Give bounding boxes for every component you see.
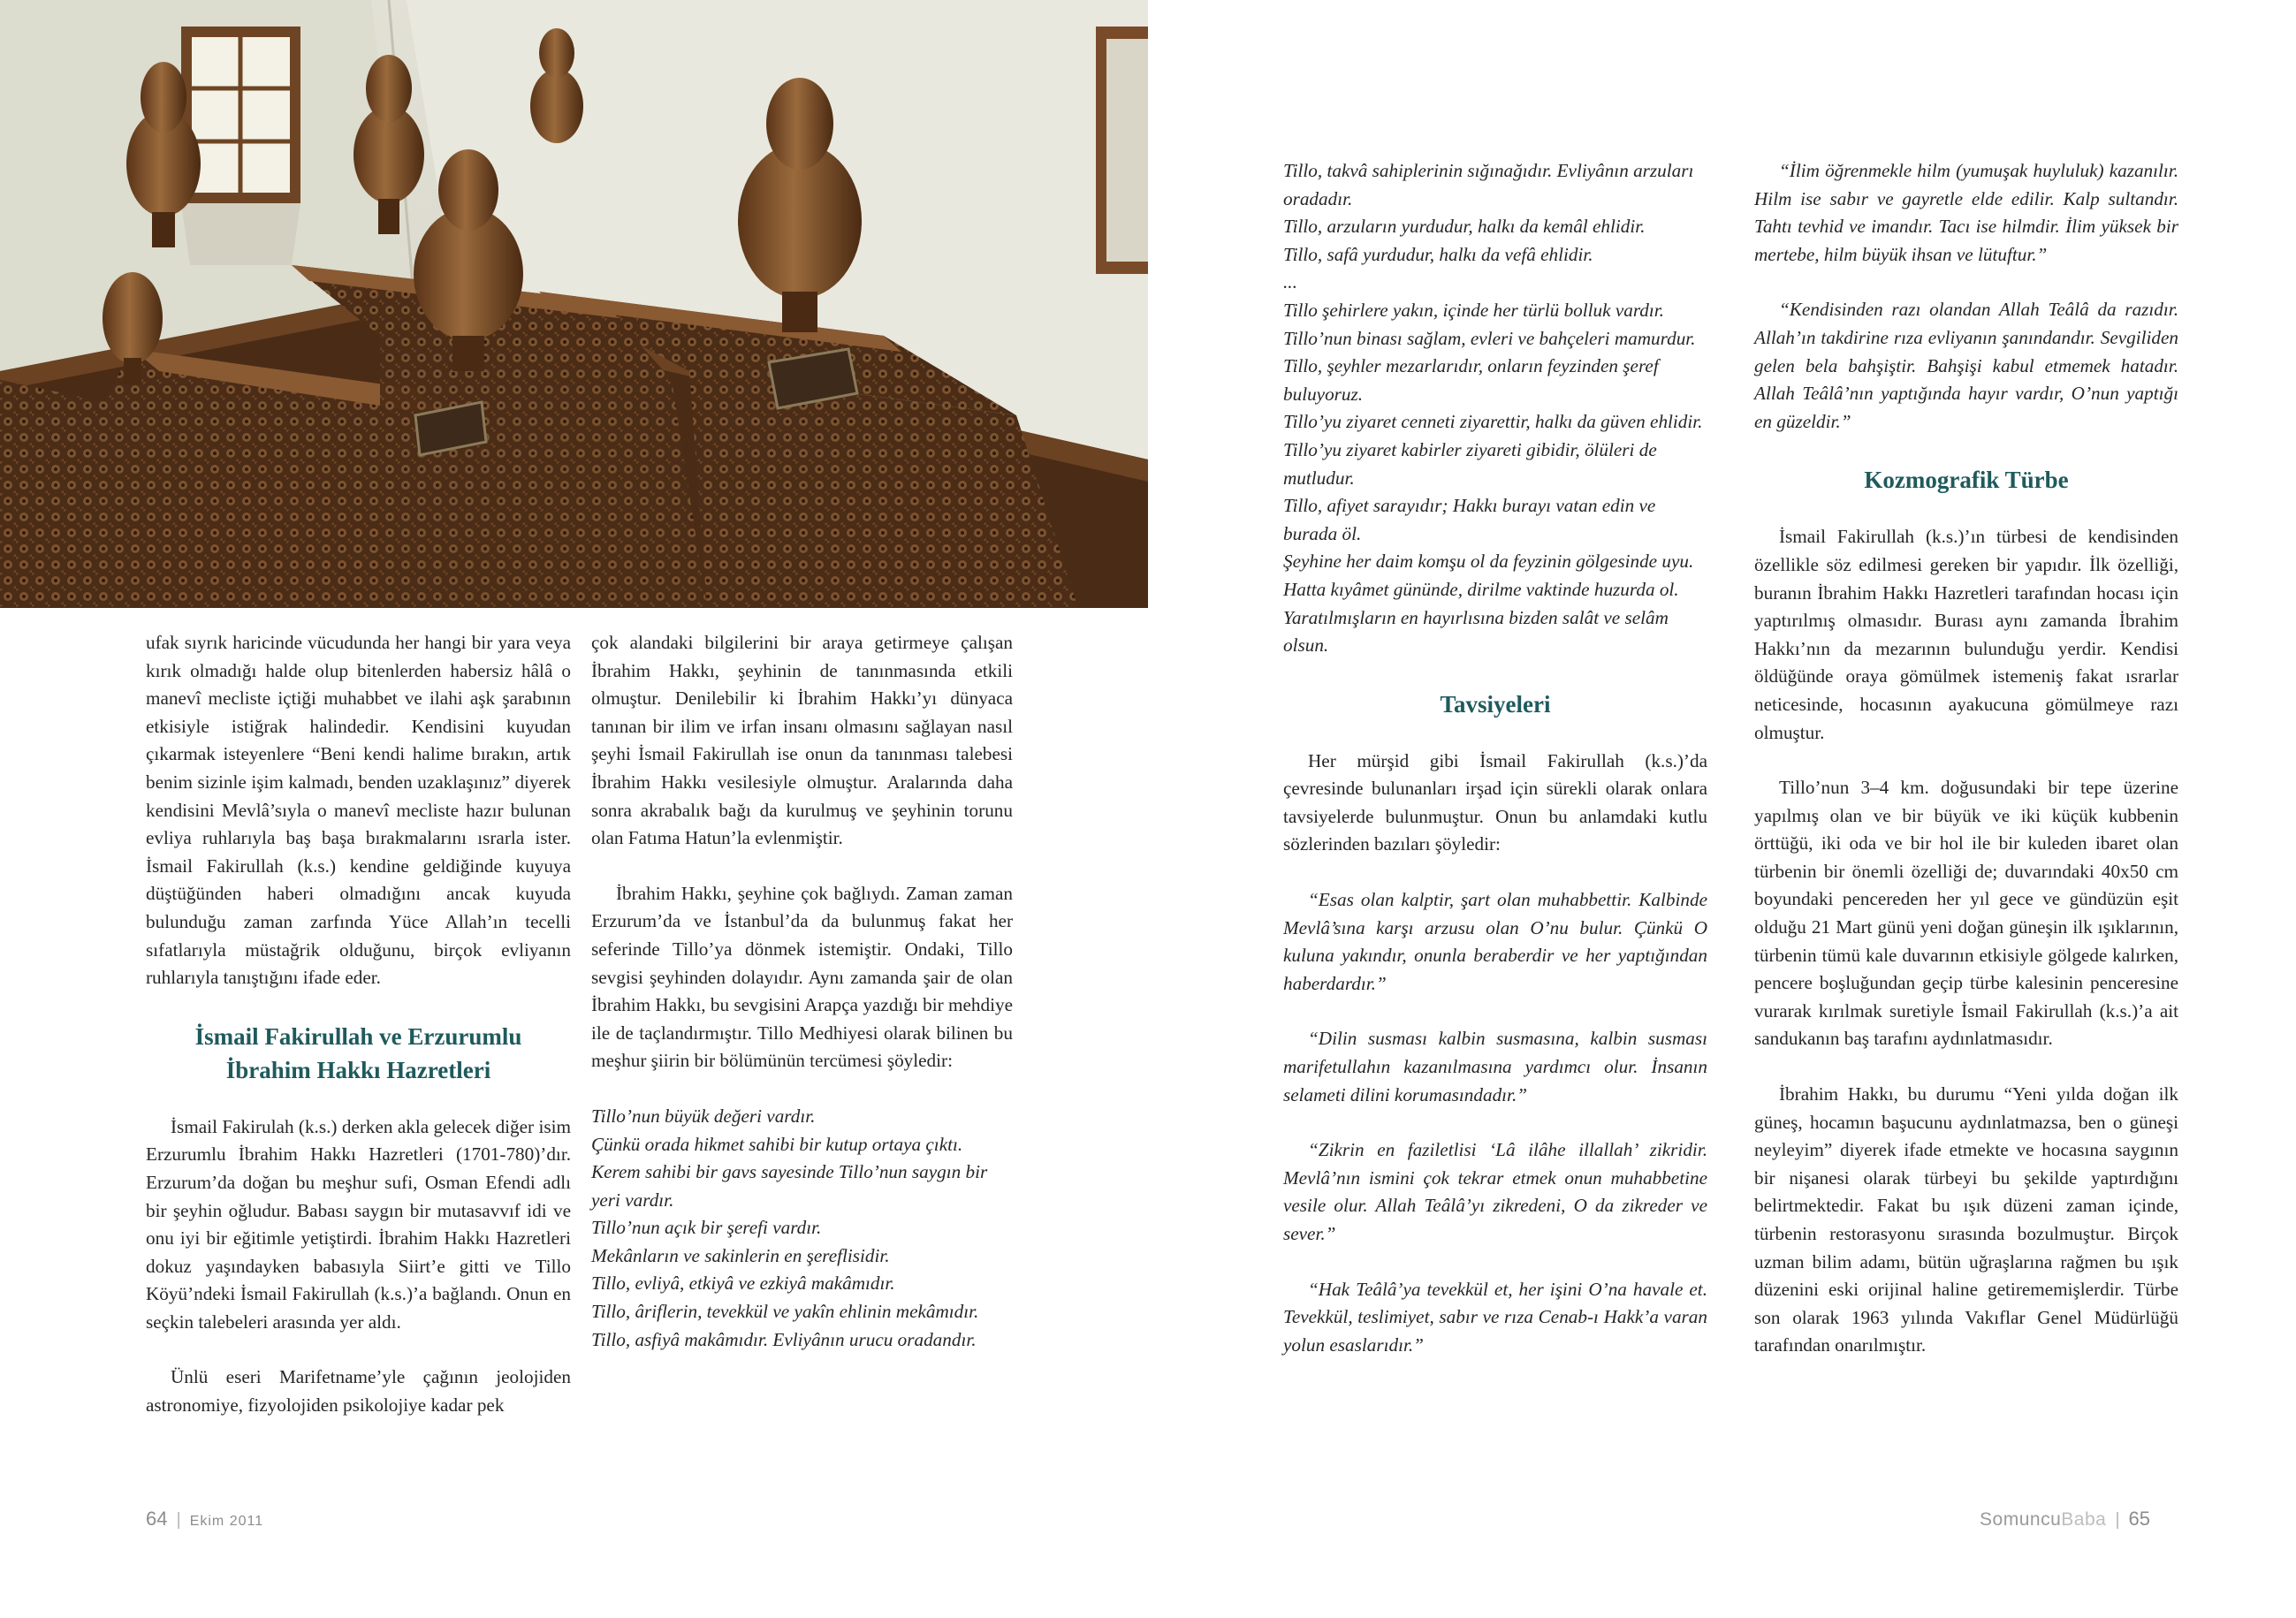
paragraph: İbrahim Hakkı, bu durumu “Yeni yılda doğan ilk güneş, hocamın başucunu aydınlatmazsa, ben o güneşi neyleyim” diyerek ifade etmekte ve hocasına saygının bir nişanesi olarak türbeyi bu şekilde yaptırdığını belirtmektedir. Fakat bu ışık düzeni zaman içinde, türbenin restorasyonu sırasında bozulmuştur. Birçok uzman bilim adamı, bütün uğraşlarına rağmen bu ışık düzenini eski orijinal haline getirememişlerdir. Türbe son olarak 1963 yılında Vakıflar Genel Müdürlüğü tarafından onarılmıştır. [1754,1083,2178,1356]
page-number: 64 [146,1508,168,1530]
page-number: 65 [2128,1508,2150,1530]
right-column-2 [1754,157,2178,1387]
poem-line: ... [1283,271,1297,293]
poem-line: Tillo’nun açık bir şerefi vardır. [591,1217,822,1239]
issue-date: Ekim 2011 [189,1514,264,1529]
brand-part-1: Somuncu [1980,1509,2062,1530]
quote: “Dilin susması kalbin susmasına, kalbin susması marifetullahın kazanılmasına yardımcı olur. İnsanın selameti dilini korumasındadır.” [1283,1028,1707,1105]
magazine-brand [1980,1509,2106,1530]
poem-line: Şeyhine her daim komşu ol da feyzinin gölgesinde uyu. [1283,551,1694,573]
brand-part-2: Baba [2061,1509,2107,1530]
tillo-poem-continued [1283,157,1707,660]
tomb-photo [0,0,1148,608]
poem-line: Tillo, takvâ sahiplerinin sığınağıdır. Evliyânın arzuları oradadır. [1283,160,1694,209]
right-footer [1980,1508,2150,1531]
poem-line: Tillo, evliyâ, etkiyâ ve ezkiyâ makâmıdır. [591,1272,895,1295]
poem-line: Tillo, âriflerin, tevekkül ve yakîn ehlinin mekâmıdır. [591,1301,979,1323]
poem-line: Tillo, safâ yurdudur, halkı da vefâ ehlidir. [1283,243,1593,265]
heading-line-2: İbrahim Hakkı Hazretleri [225,1056,491,1083]
tillo-poem [591,1103,1013,1354]
paragraph: çok alandaki bilgilerini bir araya getirmeye çalışan İbrahim Hakkı, şeyhinin de tanınmasında etkili olmuştur. Denilebilir ki İbrahim Hakkı’yı dünyaca tanınan bir ilim ve irfan insanı olmasını sağlayan nasıl şeyhi İsmail Fakirullah ise onun da tanınması talebesi İbrahim Hakkı vesilesiyle olmuştur. Aralarında daha sonra akrabalık bağı da kurulmuş ve şeyhinin torunu olan Fatıma Hatun’la evlenmiştir. [591,632,1013,849]
quote: “Zikrin en faziletlisi ‘Lâ ilâhe illallah’ zikridir. Mevlâ’nın ismini çok tekrar etmek onun muhabbetine vesile olur. Allah Teâlâ’yı zikredeni, O da zikreder ve sever.” [1283,1139,1707,1244]
paragraph: İsmail Fakirullah (k.s.)’ın türbesi de kendisinden özellikle söz edilmesi gereken bir yapıdır. İlk özelliği, buranın İbrahim Hakkı Hazretleri tarafından hocası için yaptırılmış olmasıdır. Burası aynı zamanda İbrahim Hakkı’nın da mezarının bulunduğu yerdir. Kendisi öldüğünde oraya gömülmek istemeniş fakat ısrarlar neticesinde, hocasının ayakucuna gömülmeye razı olmuştur. [1754,526,2178,743]
quote: “İlim öğrenmekle hilm (yumuşak huyluluk) kazanılır. Hilm ise sabır ve gayretle elde edilir. Kalp sultandır. Tahtı tevhid ve imandır. Tacı ise hilmdir. İlim yüksek bir mertebe, hilm büyük ihsan ve lütuftur.” [1754,160,2178,265]
poem-line: Tillo’yu ziyaret cenneti ziyarettir, halkı da güven ehlidir. [1283,411,1703,433]
left-column-1 [146,629,571,1447]
footer-divider: | [176,1510,181,1530]
quote: “Hak Teâlâ’ya tevekkül et, her işini O’na havale et. Tevekkül, teslimiyet, sabır ve rıza Cenab-ı Hakk’a varan yolun esaslarıdır.” [1283,1278,1707,1356]
section-heading: Kozmografik Türbe [1864,467,2069,494]
poem-line: Tillo’nun binası sağlam, evleri ve bahçeleri mamurdur. [1283,327,1696,349]
poem-line: Çünkü orada hikmet sahibi bir kutup ortaya çıktı. [591,1133,963,1155]
paragraph: Her mürşid gibi İsmail Fakirullah (k.s.)’da çevresinde bulunanları irşad için sürekli olarak onlara tavsiyelerde bulunmuştur. Onun bu anlamdaki kutlu sözlerinden bazıları şöyledir: [1283,749,1707,855]
quote: “Kendisinden razı olandan Allah Teâlâ da razıdır. Allah’ın takdirine rıza evliyanın şanındandır. Sevgiliden gelen bela bahşiştir. Bahşişi kabul etmemek hatadır. Allah Teâlâ’nın yaptığında hayır vardır, O’nun yaptığı en güzeldir.” [1754,299,2178,432]
left-footer [146,1508,263,1532]
tomb-photo-illustration [0,0,1148,608]
paragraph: İbrahim Hakkı, şeyhine çok bağlıydı. Zaman zaman Erzurum’da ve İstanbul’da da bulunmuş fakat her seferinde Tillo’ya dönmek istemiştir. Ondaki, Tillo sevgisi şeyhinden dolayıdır. Aynı zamanda şair de olan İbrahim Hakkı, bu sevgisini Arapça yazdığı bir mehdiye ile de taçlandırmıştır. Tillo Medhiyesi olarak bilinen bu meşhur şiirin bir bölümünün tercümesi şöyledir: [591,882,1013,1072]
paragraph: İsmail Fakirulah (k.s.) derken akla gelecek diğer isim Erzurumlu İbrahim Hakkı Hazretleri (1701-780)’dır. Erzurum’da doğan bu meşhur sufi, Osman Efendi adlı bir şeyhin oğludur. Babası saygın bir mutasavvıf idi ve onu iyi bir eğitimle yetiştirdi. İbrahim Hakkı Hazretleri dokuz yaşındayken babasıyla Siirt’e gitti ve Tillo Köyü’ndeki İsmail Fakirullah (k.s.)’a bağlandı. Onun en seçkin talebeleri arasında yer aldı. [146,1115,571,1333]
poem-line: Tillo, şeyhler mezarlarıdır, onların feyzinden şeref buluyoruz. [1283,355,1659,405]
poem-line: Mekânların ve sakinlerin en şereflisidir. [591,1244,890,1266]
right-column-1 [1283,157,1707,1386]
poem-line: Tillo, asfiyâ makâmıdır. Evliyânın urucu oradandır. [591,1328,977,1350]
poem-line: Tillo, arzuların yurdudur, halkı da kemâl ehlidir. [1283,216,1646,238]
section-heading [146,1020,571,1087]
quote: “Esas olan kalptir, şart olan muhabbettir. Kalbinde Mevlâ’sına karşı arzusu olan O’nu bulur. Çünkü O kuluna yakındır, onunla beraberdir ve her yaptığından haberdardır.” [1283,889,1707,994]
left-column-2 [591,629,1013,1354]
poem-line: Kerem sahibi bir gavs sayesinde Tillo’nun saygın bir yeri vardır. [591,1161,988,1211]
paragraph: ufak sıyrık haricinde vücudunda her hangi bir yara veya kırık olmadığı halde olup bitenlerden habersiz hâlâ o manevî mecliste içtiği muhabbet ve ilahi aşk şarabının etkisiyle istiğrak halindedir. Kendisini kuyudan çıkarmak isteyenlere “Beni kendi halime bırakın, artık benim sizinle işim kalmadı, benden uzaklaşınız” diyerek kendisini Mevlâ’sıyla o manevî mecliste hazır bulunan evliya ruhlarıyla baş başa bırakmalarını ısrarla ister. İsmail Fakirullah (k.s.) kendine geldiğinde kuyuya düştüğünden haberi olmadığını ancak kuyuda bulunduğu zaman zarfında Yüce Allah’ın tecelli sıfatlarıyla müstağrik olduğunu, birçok evliyanın ruhlarıyla tanıştığını ifade eder. [146,632,571,989]
section-heading: Tavsiyeleri [1440,690,1551,718]
paragraph: Tillo’nun 3–4 km. doğusundaki bir tepe üzerine yapılmış olan ve bir büyük ve iki küçük kubbenin örttüğü, iki oda ve bir hol ile bir kuleden ibaret olan türbenin bir önemli özelliği de; duvarındaki 40x50 cm boyundaki pencereden her yıl gece ve gündüzün eşit olduğu 21 Mart günü yeni doğan güneşin ilk ışıklarının, türbenin tümü kale duvarının etkisiyle gölgede kalırken, pencere boşluğundan geçip türbe kalesinin penceresine vurarak kırılmak suretiyle İsmail Fakirullah (k.s.)’a ait sandukanın baş tarafını aydınlatmasıdır. [1754,777,2178,1050]
poem-line: Hatta kıyâmet gününde, dirilme vaktinde huzurda ol. [1283,578,1679,600]
paragraph: Ünlü eseri Marifetname’yle çağının jeolojiden astronomiye, fizyolojiden psikolojiye kadar pek [146,1366,571,1417]
poem-line: Tillo şehirlere yakın, içinde her türlü bolluk vardır. [1283,299,1664,321]
poem-line: Tillo’nun büyük değeri vardır. [591,1105,816,1127]
poem-line: Yaratılmışların en hayırlısına bizden salât ve selâm olsun. [1283,606,1669,657]
footer-divider: | [2115,1510,2120,1530]
poem-line: Tillo, afiyet sarayıdır; Hakkı burayı vatan edin ve burada öl. [1283,495,1656,544]
heading-line-1: İsmail Fakirullah ve Erzurumlu [194,1022,522,1050]
right-page [1148,0,2296,1618]
poem-line: Tillo’yu ziyaret kabirler ziyareti gibidir, ölüleri de mutludur. [1283,438,1657,489]
